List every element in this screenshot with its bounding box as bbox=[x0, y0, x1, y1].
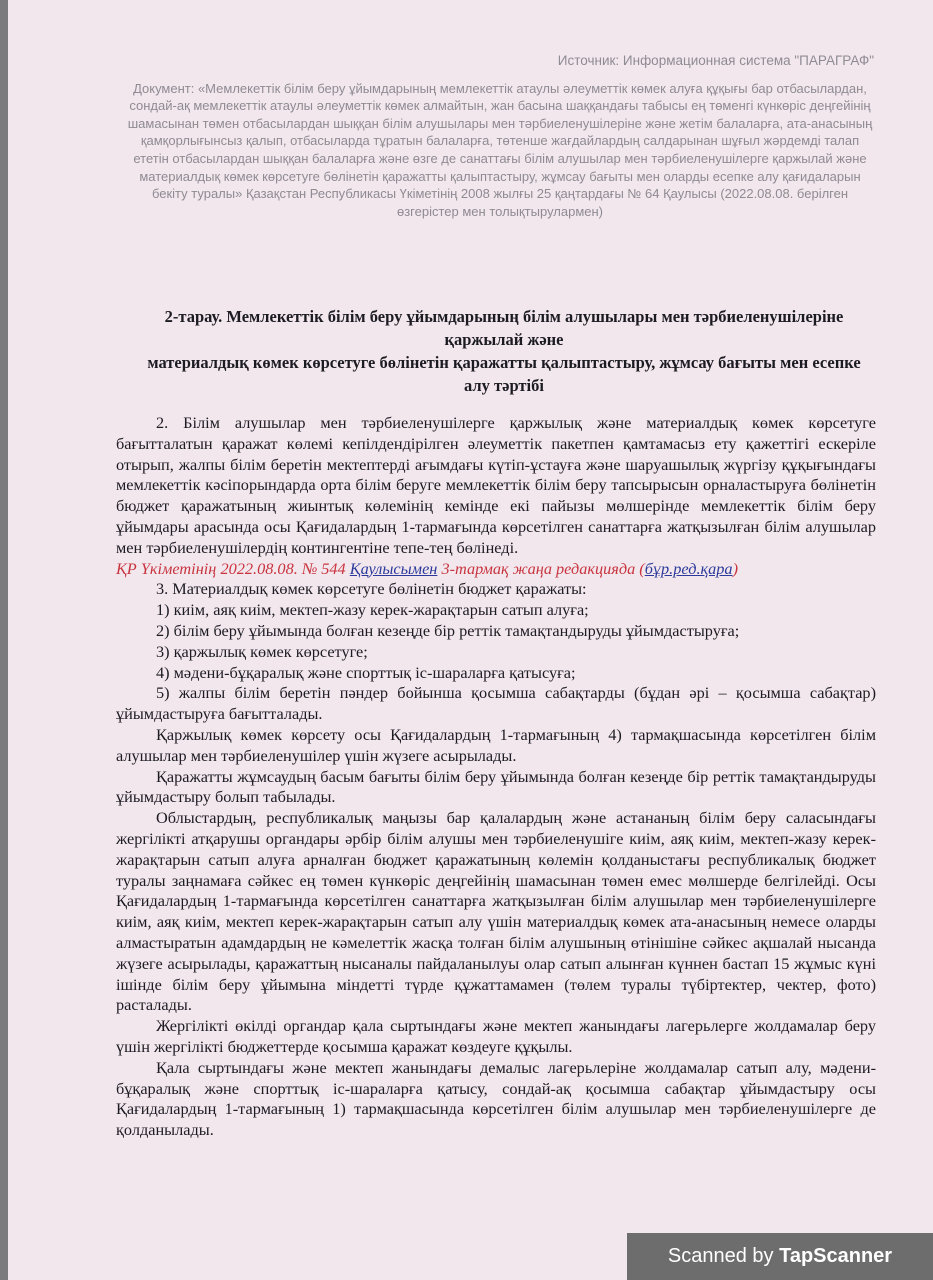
amendment-text-c: ) bbox=[732, 558, 738, 578]
watermark-prefix: Scanned by bbox=[667, 1245, 780, 1267]
paragraph-2: 2. Білім алушылар мен тәрбиеленушілерге қаржылық және материалдық көмек көрсетуге бағытталатын қаражат көлемі кепілдендірілген әлеуметтік пакетпен қамтамасыз ету қажеттігі ескеріле отырып, жалпы білім беретін мектептерді ағымдағы күтіп-ұстауға және шаруашылық жүргізу құқығындағы мемлекеттік кәсіпорындарда орта білім беруге мемлекеттік білім беру тапсырысын орналастыруға бөлінетін бюджет қаражатының жиынтық көлемінің кемінде екі пайызы мөлшерінде мемлекеттік білім беру ұйымдары арасында осы Қағидалардың 1-тармағында көрсетілген санаттарға жатқызылған білім алушылар мен тәрбиеленушілердің контингентіне тепе-тең бөлінеді. bbox=[116, 413, 876, 557]
document-reference: Документ: «Мемлекеттік білім беру ұйымдарының мемлекеттік атаулы әлеуметтік көмек алуға құқығы бар отбасылардан, сондай-ақ мемлекеттік атаулы әлеуметтік көмек алмайтын, жан басына шаққандағы табысы ең төменгі күнкөріс деңгейінің шамасынан төмен отбасылардан шыққан білім алушылары мен тәрбиеленушілеріне және жетім балаларға, ата-анасының қамқорлығынсыз қалып, отбасыларда тұратын балаларға, төтенше жағдайлардың салдарынан шұғыл жәрдемді талап ететін отбасылардан шыққан балаларға және өзге де санаттағы білім алушылар мен тәрбиеленушілерге қаржылай және материалдық көмек көрсетуге бөлінетін қаражатты қалыптастыру, жұмсау бағыты мен оларды есепке алу қағидаларын бекіту туралы» Қазақстан Республикасы Үкіметінің 2008 жылғы 25 қаңтардағы № 64 Қаулысы (2022.08.08. берілген өзгерістер мен толықтырулармен) bbox=[127, 80, 873, 219]
amendment-note bbox=[116, 559, 876, 580]
paragraph-camps: Жергілікті өкілді органдар қала сыртындағы және мектеп жанындағы лагерьлерге жолдамалар беру үшін жергілікті бюджеттерде қосымша қаражат көздеуге құқылы. bbox=[116, 1016, 876, 1056]
list-item-1: 1) киім, аяқ киім, мектеп-жазу керек-жарақтарын сатып алуға; bbox=[156, 600, 589, 620]
paragraph-additional: Қала сыртындағы және мектеп жанындағы демалыс лагерьлеріне жолдамалар сатып алу, мәдени-бұқаралық және спорттық іс-шараларға қатысу, сондай-ақ қосымша сабақтар ұйымдастыру осы Қағидалардың 1-тармағының 1) тармақшасында көрсетілген білім алушылар мен тәрбиеленушілерге де қолданылады. bbox=[116, 1057, 876, 1140]
amendment-link-resolution[interactable]: Қаулысымен bbox=[349, 558, 438, 578]
document-body bbox=[116, 413, 876, 1141]
paragraph-financial-aid: Қаржылық көмек көрсету осы Қағидалардың 1-тармағының 4) тармақшасында көрсетілген білім алушылар мен тәрбиеленушілер үшін жүзеге асырылады. bbox=[116, 724, 876, 765]
chapter-title-line-1: 2-тарау. Мемлекеттік білім беру ұйымдарының білім алушылары мен тәрбиеленушілеріне қаржылай және bbox=[164, 307, 844, 349]
chapter-title bbox=[134, 305, 874, 397]
list-item-2: 2) білім беру ұйымында болған кезеңде бір реттік тамақтандыруды ұйымдастыруға; bbox=[156, 620, 740, 640]
amendment-text-a: ҚР Үкіметінің 2022.08.08. № 544 bbox=[116, 558, 350, 578]
chapter-title-line-2: материалдық көмек көрсетуге бөлінетін қаражатты қалыптастыру, жұмсау бағыты мен есепке алу тәртібі bbox=[147, 353, 861, 395]
scanner-watermark bbox=[627, 1233, 933, 1280]
document-header bbox=[126, 52, 874, 220]
list-item-5: 5) жалпы білім беретін пәндер бойынша қосымша сабақтарды (бұдан әрі – қосымша сабақтар) ұйымдастыруға бағытталады. bbox=[116, 683, 876, 724]
paragraph-priority: Қаражатты жұмсаудың басым бағыты білім беру ұйымында болған кезеңде бір реттік тамақтандыруды ұйымдастыру болып табылады. bbox=[116, 766, 876, 807]
amendment-text-b: 3-тармақ жаңа редакцияда ( bbox=[437, 558, 645, 578]
document-page bbox=[8, 0, 933, 1280]
amendment-link-previous-edition[interactable]: бұр.ред.қара bbox=[644, 558, 733, 578]
list-item-3: 3) қаржылық көмек көрсетуге; bbox=[156, 641, 368, 661]
paragraph-3: 3. Материалдық көмек көрсетуге бөлінетін бюджет қаражаты: bbox=[156, 579, 587, 599]
source-line: Источник: Информационная система "ПАРАГРАФ" bbox=[557, 53, 874, 68]
list-item-4: 4) мәдени-бұқаралық және спорттық іс-шараларға қатысуға; bbox=[156, 662, 576, 682]
watermark-brand: TapScanner bbox=[779, 1245, 893, 1267]
paragraph-local-authorities: Облыстардың, республикалық маңызы бар қалалардың және астананың білім беру саласындағы жергілікті атқарушы органдары әрбір білім алушы мен тәрбиеленушіге киім, аяқ киім, мектеп-жазу керек-жарақтарын сатып алуға арналған бюджет қаражатының көлемін қолданыстағы республикалық бюджет туралы заңнамаға сәйкес ең төмен күнкөріс деңгейінің шамасынан төмен емес мөлшерде белгілейді. Осы Қағидалардың 1-тармағында көрсетілген санаттарға жатқызылған білім алушылар мен тәрбиеленушілерге киім, аяқ киім, мектеп керек-жарақтарын сатып алу үшін материалдық көмек ата-анасының немесе оларды алмастыратын адамдардың не кәмелеттік жасқа толған білім алушының өтінішіне сәйкес ақшалай нысанда жүзеге асырылады, қаражаттың нысаналы пайдаланылуы олар сатып алынған күннен бастап 15 жұмыс күні ішінде білім беру ұйымына міндетті түрде құжаттамамен (төлем туралы түбіртектер, чектер, фото) расталады. bbox=[116, 808, 876, 1015]
